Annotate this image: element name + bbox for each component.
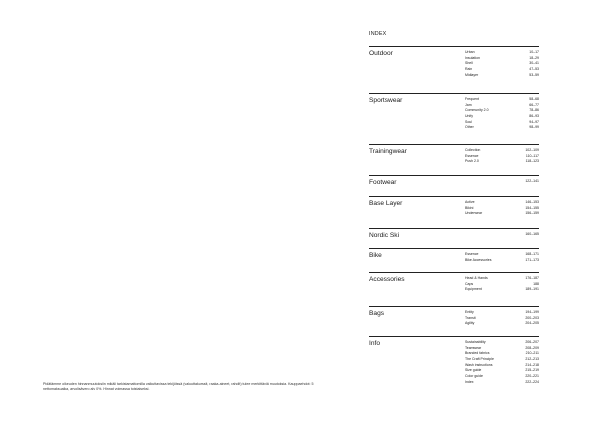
entry-pages: 206–207 bbox=[525, 340, 539, 344]
entry-label: Push 2.0 bbox=[465, 159, 479, 164]
index-section bbox=[369, 272, 539, 306]
entry-label: Active bbox=[465, 200, 475, 204]
entry-pages: 200–203 bbox=[525, 315, 539, 320]
entry-pages: 194–199 bbox=[525, 310, 539, 314]
index-section bbox=[369, 306, 539, 336]
pricing-disclaimer: Pidätämme oikeuden hinnanmuutoksiin mikäli tarkistamattomilla vaikuttavissa tekijöissä (valuuttakurssit, raaka-aineet, rahdit) tulee merkittäviä muutoksia. Kauppaehdot: 5 nettomaksuaika, arvolisävero alv 0%. Hinnat voimassa toistaiseksi. bbox=[43, 382, 314, 391]
section-entries bbox=[465, 50, 539, 78]
entry-label: Index bbox=[465, 379, 474, 384]
section-name: Sportswear bbox=[369, 97, 403, 104]
entry-pages: 30–41 bbox=[529, 61, 539, 66]
entry-pages: 160–165 bbox=[525, 232, 539, 236]
index-section bbox=[369, 336, 539, 407]
entry-pages: 86–93 bbox=[529, 114, 539, 119]
entry-pages: 53–59 bbox=[529, 72, 539, 77]
section-entries bbox=[465, 310, 539, 327]
index-title: INDEX bbox=[369, 31, 387, 37]
entry-pages: 222–224 bbox=[525, 379, 539, 384]
entry-pages: 118–123 bbox=[525, 159, 539, 164]
entry-pages: 208–209 bbox=[525, 345, 539, 350]
entry-label: Community 2.0 bbox=[465, 108, 489, 113]
index-section bbox=[369, 248, 539, 272]
entry-label: Equipment bbox=[465, 287, 482, 292]
entry-pages: 168–171 bbox=[525, 252, 539, 256]
entry-pages: 94–97 bbox=[529, 119, 539, 124]
section-entries bbox=[465, 232, 539, 238]
section-entries bbox=[465, 148, 539, 165]
entry-label: Essence bbox=[465, 153, 479, 158]
entry-label: Soul bbox=[465, 119, 473, 124]
entry-label: Insulation bbox=[465, 55, 480, 60]
index-section bbox=[369, 144, 539, 175]
entry-label: Sustainability bbox=[465, 340, 486, 344]
index-entry bbox=[465, 287, 539, 293]
index-section bbox=[369, 228, 539, 248]
entry-label: Agility bbox=[465, 321, 475, 326]
entry-label: Head & Hands bbox=[465, 276, 488, 280]
entry-pages: 110–117 bbox=[525, 153, 539, 158]
entry-label: Transit bbox=[465, 315, 476, 320]
entry-label: Bike Accessories bbox=[465, 257, 492, 262]
entry-label: Collection bbox=[465, 148, 481, 152]
entry-label: Caps bbox=[465, 281, 474, 286]
entry-pages: 18–29 bbox=[529, 55, 539, 60]
entry-label: Bikini bbox=[465, 205, 474, 210]
index-entry bbox=[465, 321, 539, 327]
index-entry bbox=[465, 258, 539, 264]
section-entries bbox=[465, 252, 539, 263]
section-entries bbox=[465, 276, 539, 293]
index-section bbox=[369, 46, 539, 93]
index-entry bbox=[465, 159, 539, 165]
index-sections bbox=[369, 46, 539, 407]
section-entries bbox=[465, 97, 539, 131]
entry-label: Other bbox=[465, 125, 474, 130]
entry-pages: 102–109 bbox=[525, 148, 539, 152]
entry-label: Midlayer bbox=[465, 72, 479, 77]
section-name: Info bbox=[369, 340, 380, 347]
section-name: Accessories bbox=[369, 276, 405, 283]
entry-pages: 58–68 bbox=[529, 97, 539, 101]
entry-label: Branded fabrics bbox=[465, 351, 490, 356]
entry-pages: 98–99 bbox=[529, 125, 539, 130]
index-page bbox=[369, 30, 539, 407]
index-section bbox=[369, 196, 539, 228]
entry-pages: 10–17 bbox=[529, 50, 539, 54]
section-name: Outdoor bbox=[369, 50, 393, 57]
entry-label: Urban bbox=[465, 50, 475, 54]
section-name: Bike bbox=[369, 252, 382, 259]
entry-label: Teamwear bbox=[465, 345, 482, 350]
section-name: Base Layer bbox=[369, 200, 403, 207]
index-section bbox=[369, 93, 539, 144]
section-entries bbox=[465, 179, 539, 185]
entry-pages: 47–53 bbox=[529, 67, 539, 72]
index-entry bbox=[465, 73, 539, 79]
entry-pages: 188 bbox=[533, 281, 539, 286]
entry-label: The Craft Principle bbox=[465, 357, 494, 362]
entry-pages: 215–219 bbox=[525, 368, 539, 373]
index-entry bbox=[465, 211, 539, 217]
entry-pages: 154–155 bbox=[525, 205, 539, 210]
entry-label: Jam bbox=[465, 102, 472, 107]
entry-label: Frequent bbox=[465, 97, 480, 101]
entry-pages: 156–159 bbox=[525, 211, 539, 216]
entry-pages: 212–213 bbox=[525, 357, 539, 362]
section-name: Trainingwear bbox=[369, 148, 407, 155]
entry-pages: 204–205 bbox=[525, 321, 539, 326]
entry-pages: 214–218 bbox=[525, 362, 539, 367]
entry-pages: 176–187 bbox=[525, 276, 539, 280]
index-entry bbox=[465, 179, 539, 185]
entry-label: Essence bbox=[465, 252, 479, 256]
section-name: Nordic Ski bbox=[369, 232, 400, 239]
index-entry bbox=[465, 125, 539, 131]
section-name: Bags bbox=[369, 310, 385, 317]
index-section bbox=[369, 175, 539, 196]
entry-pages: 171–173 bbox=[525, 257, 539, 262]
entry-pages: 78–86 bbox=[529, 108, 539, 113]
entry-label: Shell bbox=[465, 61, 473, 66]
entry-pages: 146–153 bbox=[525, 200, 539, 204]
entry-pages: 210–211 bbox=[525, 351, 539, 356]
entry-label: Unify bbox=[465, 114, 473, 119]
section-entries bbox=[465, 200, 539, 217]
entry-pages: 66–77 bbox=[529, 102, 539, 107]
section-entries bbox=[465, 340, 539, 386]
entry-label: Size guide bbox=[465, 368, 482, 373]
entry-label: Entity bbox=[465, 310, 474, 314]
entry-label: Rain bbox=[465, 67, 473, 72]
entry-label: Underwear bbox=[465, 211, 483, 216]
entry-pages: 189–191 bbox=[525, 287, 539, 292]
entry-label: Wash instructions bbox=[465, 362, 493, 367]
entry-label: Color guide bbox=[465, 374, 483, 379]
section-name: Footwear bbox=[369, 179, 397, 186]
index-entry bbox=[465, 380, 539, 386]
entry-pages: 220–221 bbox=[525, 374, 539, 379]
index-entry bbox=[465, 232, 539, 238]
entry-pages: 122–141 bbox=[525, 179, 539, 183]
